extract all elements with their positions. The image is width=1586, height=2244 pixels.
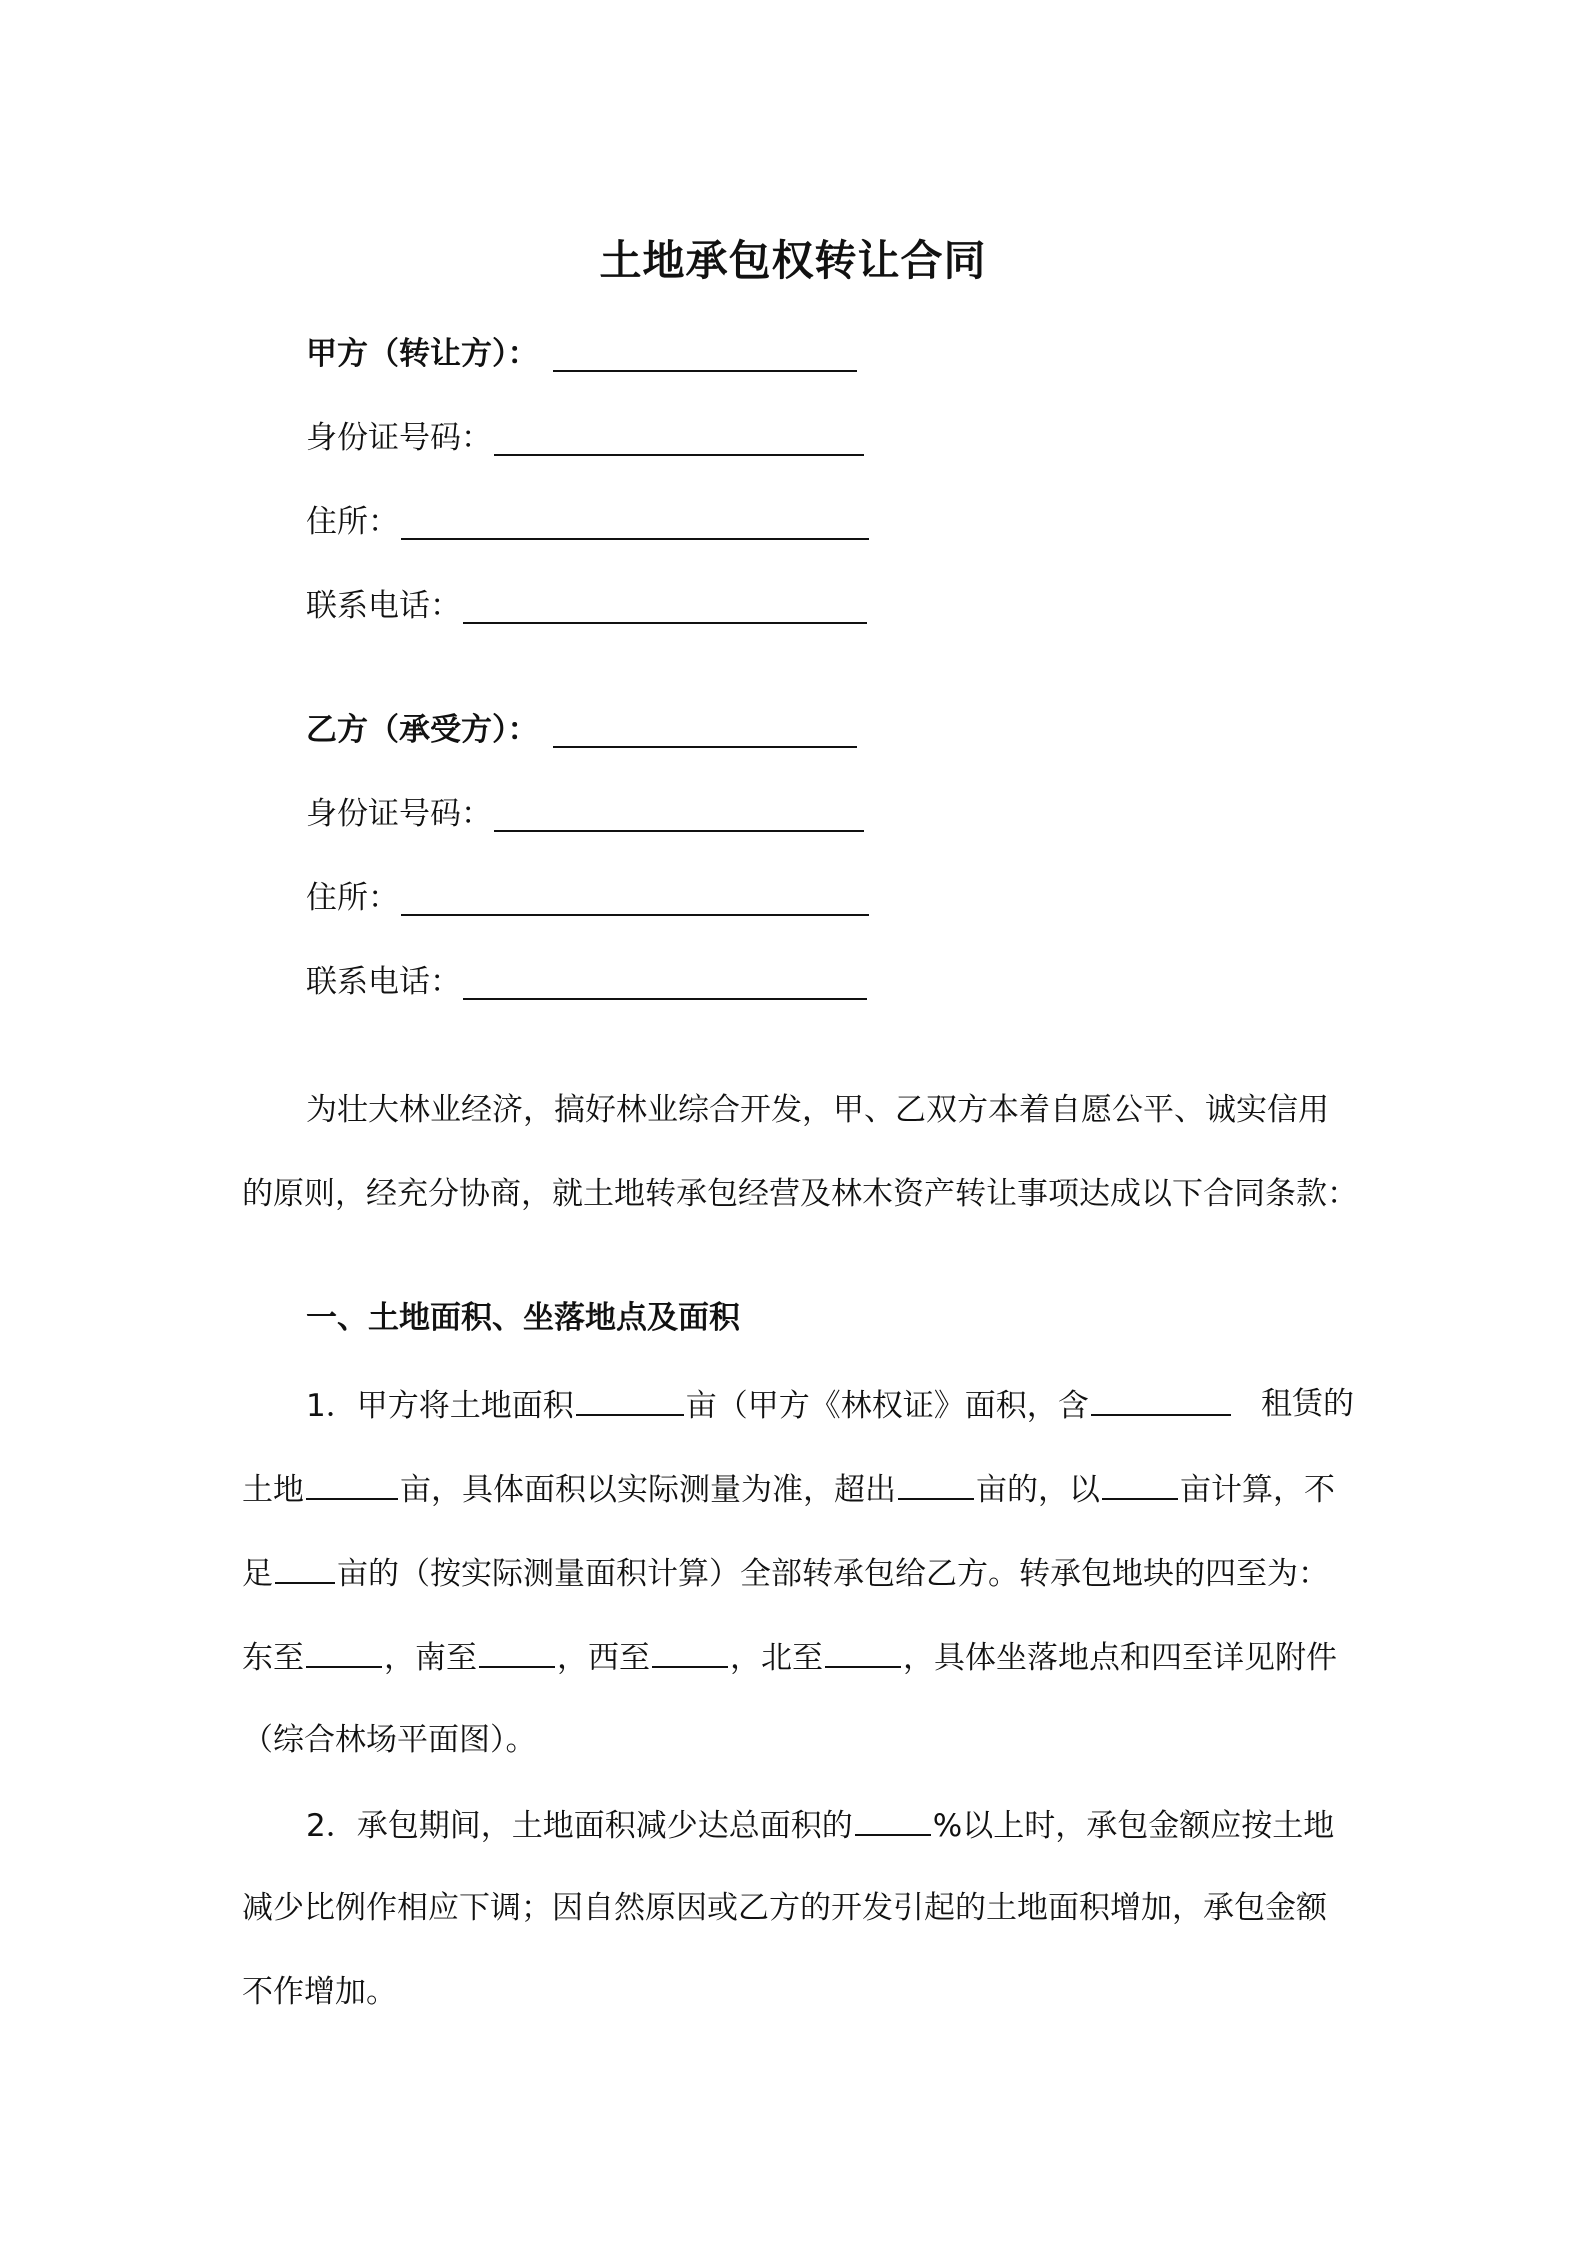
clause-1-text-4d: ，北至 [730,1640,823,1676]
party-a-id-blank[interactable] [494,418,864,456]
party-b-phone-field [306,952,867,1002]
clause-1-text-1c: 租赁的 [1261,1386,1354,1422]
party-a-id-field [306,408,864,458]
party-b-label: 乙方（承受方）： [306,712,539,748]
west-boundary-blank[interactable] [652,1634,728,1668]
clause-1-line-1 [242,1382,1354,1426]
party-b-id-blank[interactable] [494,794,864,832]
north-boundary-blank[interactable] [825,1634,901,1668]
clause-1-line-2 [242,1466,1354,1510]
south-boundary-blank[interactable] [479,1634,555,1668]
document-title: 土地承包权转让合同 [599,236,987,285]
reduction-percent-blank[interactable] [855,1802,931,1836]
clause-2-text-1b: %以上时，承包金额应按土地 [932,1808,1335,1844]
clause-1-line-4 [242,1634,1354,1678]
party-a-address-field [306,492,869,542]
total-area-blank[interactable] [576,1382,684,1416]
party-a-address-blank[interactable] [401,502,869,540]
party-b-name-field [306,700,857,750]
party-b-id-field [306,784,864,834]
party-b-id-label: 身份证号码： [306,796,492,832]
party-a-phone-field [306,576,867,626]
party-a-id-label: 身份证号码： [306,420,492,456]
clause-1-text-4c: ，西至 [557,1640,650,1676]
party-b-address-field [306,868,869,918]
preamble-line-2: 的原则，经充分协商，就土地转承包经营及林木资产转让事项达成以下合同条款： [242,1176,1358,1212]
clause-1-text-4a: 东至 [242,1640,304,1676]
clause-1-text-3b: 亩的（按实际测量面积计算）全部转承包给乙方。转承包地块的四至为： [337,1556,1329,1592]
clause-1-text-2a: 土地 [242,1472,304,1508]
party-b-phone-blank[interactable] [463,962,867,1000]
party-a-address-label: 住所： [306,504,399,540]
clause-1-text-4b: ，南至 [384,1640,477,1676]
preamble-line-1: 为壮大林业经济，搞好林业综合开发，甲、乙双方本着自愿公平、诚实信用 [306,1092,1329,1128]
clause-2-line-1 [242,1802,1354,1846]
east-boundary-blank[interactable] [306,1634,382,1668]
party-b-address-label: 住所： [306,880,399,916]
clause-1-text-1a: 1．甲方将土地面积 [306,1388,574,1424]
excess-area-blank[interactable] [898,1466,974,1500]
party-b-name-blank[interactable] [553,710,857,748]
party-a-label: 甲方（转让方）： [306,336,539,372]
party-a-name-field [306,324,857,374]
clause-1-text-2b: 亩，具体面积以实际测量为准，超出 [400,1472,896,1508]
clause-2-text-1a: 2．承包期间，土地面积减少达总面积的 [306,1808,853,1844]
party-b-address-blank[interactable] [401,878,869,916]
clause-1-text-4e: ，具体坐落地点和四至详见附件 [903,1640,1337,1676]
shortfall-area-blank[interactable] [275,1550,335,1584]
clause-1-line-3 [242,1550,1354,1594]
clause-2-line-2: 减少比例作相应下调；因自然原因或乙方的开发引起的土地面积增加，承包金额 [242,1890,1327,1926]
clause-1-text-2c: 亩的，以 [976,1472,1100,1508]
party-a-phone-label: 联系电话： [306,588,461,624]
party-a-phone-blank[interactable] [463,586,867,624]
party-a-name-blank[interactable] [553,334,857,372]
section-1-heading: 一、土地面积、坐落地点及面积 [306,1300,740,1336]
excess-calc-area-blank[interactable] [1102,1466,1178,1500]
party-b-phone-label: 联系电话： [306,964,461,1000]
clause-2-line-3: 不作增加。 [242,1974,397,2010]
land-area-blank[interactable] [306,1466,398,1500]
clause-1-line-5: （综合林场平面图）。 [242,1722,537,1758]
clause-1-text-2d: 亩计算，不 [1180,1472,1335,1508]
clause-1-text-3a: 足 [242,1556,273,1592]
clause-1-text-1b: 亩（甲方《林权证》面积，含 [685,1388,1089,1424]
leased-area-blank[interactable] [1091,1382,1231,1416]
